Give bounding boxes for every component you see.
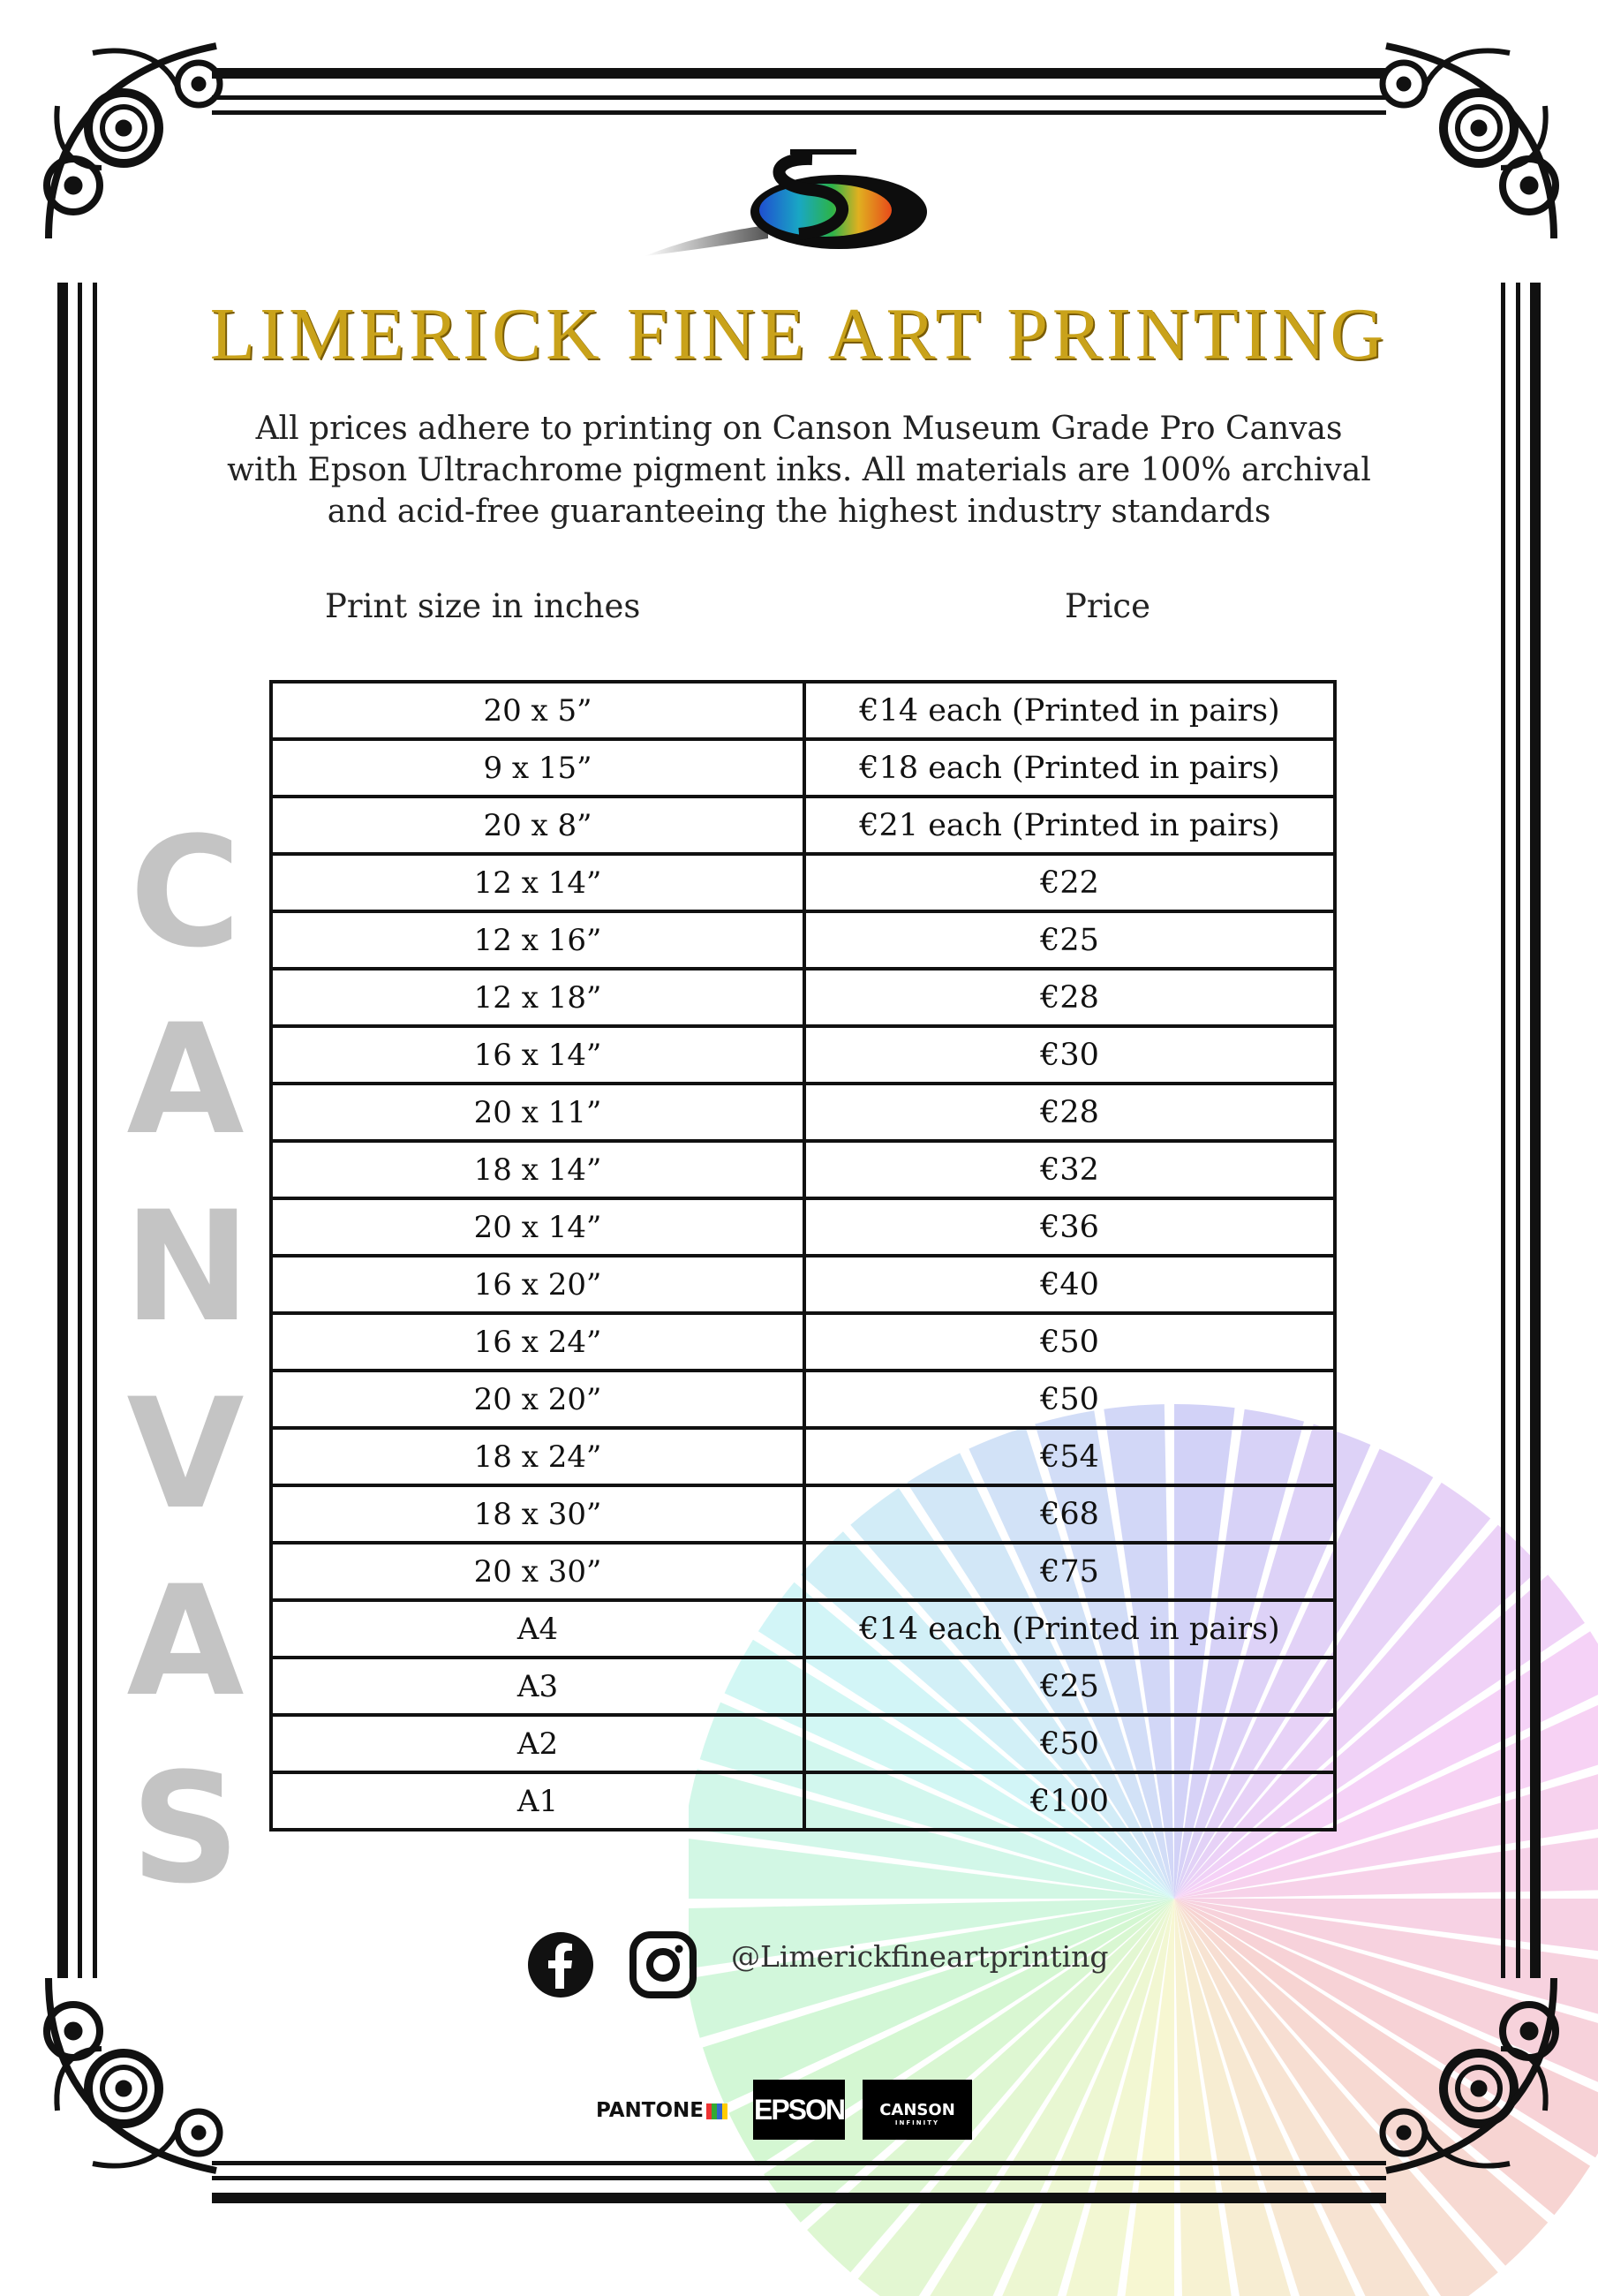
price-cell: €14 each (Printed in pairs) — [804, 1600, 1335, 1658]
intro-line: All prices adhere to printing on Canson Museum Grade Pro Canvas — [255, 411, 1343, 447]
price-cell: €22 — [804, 854, 1335, 911]
side-word-letter: N — [124, 1178, 251, 1356]
price-cell: €30 — [804, 1026, 1335, 1084]
table-row — [271, 1084, 1335, 1141]
price-cell: €100 — [804, 1772, 1335, 1830]
print-size-cell: 12 x 18” — [271, 969, 804, 1026]
intro-line: and acid-free guaranteeing the highest industry standards — [327, 494, 1271, 530]
print-size-cell: 16 x 20” — [271, 1256, 804, 1313]
intro-text — [212, 408, 1386, 532]
price-cell: €54 — [804, 1428, 1335, 1485]
price-cell: €25 — [804, 911, 1335, 969]
print-size-cell: 18 x 24” — [271, 1428, 804, 1485]
instagram-icon[interactable] — [629, 1930, 697, 1999]
ornament-top-right-icon — [1360, 35, 1563, 238]
ornament-top-left-icon — [40, 35, 243, 238]
price-cell: €25 — [804, 1658, 1335, 1715]
table-row — [271, 682, 1335, 739]
print-size-cell: 18 x 30” — [271, 1485, 804, 1543]
canson-logo — [863, 2080, 972, 2140]
price-table — [269, 680, 1337, 1832]
page-title: LIMERICK FINE ART PRINTING — [209, 293, 1389, 375]
side-word-letter: S — [131, 1740, 240, 1917]
ornament-bottom-left-icon — [40, 1978, 243, 2181]
price-cell: €50 — [804, 1715, 1335, 1772]
side-word-canvas — [124, 799, 251, 1922]
print-size-cell: 12 x 16” — [271, 911, 804, 969]
table-row — [271, 1198, 1335, 1256]
table-row — [271, 1026, 1335, 1084]
column-header-size: Print size in inches — [325, 587, 641, 625]
table-row — [271, 739, 1335, 797]
price-cell: €14 each (Printed in pairs) — [804, 682, 1335, 739]
pantone-logo — [596, 2099, 727, 2122]
table-row — [271, 969, 1335, 1026]
price-cell: €50 — [804, 1313, 1335, 1371]
print-size-cell: 20 x 5” — [271, 682, 804, 739]
side-word-letter: V — [126, 1365, 245, 1543]
price-cell: €50 — [804, 1371, 1335, 1428]
print-size-cell: 20 x 14” — [271, 1198, 804, 1256]
price-cell: €68 — [804, 1485, 1335, 1543]
price-cell: €75 — [804, 1543, 1335, 1600]
price-cell: €18 each (Printed in pairs) — [804, 739, 1335, 797]
side-word-letter: A — [126, 991, 245, 1168]
price-cell: €36 — [804, 1198, 1335, 1256]
social-handle[interactable]: @Limerickfineartprinting — [731, 1939, 1109, 1974]
price-cell: €32 — [804, 1141, 1335, 1198]
table-row — [271, 1371, 1335, 1428]
print-size-cell: A4 — [271, 1600, 804, 1658]
table-row — [271, 1485, 1335, 1543]
print-size-cell: 18 x 14” — [271, 1141, 804, 1198]
print-size-cell: 20 x 8” — [271, 797, 804, 854]
intro-line: with Epson Ultrachrome pigment inks. All materials are 100% archival — [227, 452, 1371, 488]
table-row — [271, 1543, 1335, 1600]
epson-logo: EPSON — [753, 2080, 845, 2140]
table-row — [271, 1715, 1335, 1772]
table-row — [271, 1141, 1335, 1198]
table-row — [271, 1428, 1335, 1485]
table-row — [271, 1658, 1335, 1715]
price-cell: €28 — [804, 969, 1335, 1026]
brand-logo-icon — [636, 141, 936, 274]
table-row — [271, 854, 1335, 911]
table-row — [271, 797, 1335, 854]
print-size-cell: 9 x 15” — [271, 739, 804, 797]
table-row — [271, 911, 1335, 969]
column-header-price: Price — [1065, 587, 1151, 625]
pantone-swatch-icon — [706, 2103, 727, 2119]
pantone-logo-text: PANTONE — [596, 2099, 704, 2122]
table-row — [271, 1313, 1335, 1371]
print-size-cell: A2 — [271, 1715, 804, 1772]
print-size-cell: 16 x 14” — [271, 1026, 804, 1084]
side-word-letter: A — [126, 1552, 245, 1730]
print-size-cell: A1 — [271, 1772, 804, 1830]
ornament-bottom-right-icon — [1360, 1978, 1563, 2181]
canson-logo-subtext: INFINITY — [894, 2119, 940, 2126]
canson-logo-text: CANSON — [879, 2101, 955, 2119]
side-word-letter: C — [129, 804, 242, 981]
price-cell: €40 — [804, 1256, 1335, 1313]
price-cell: €28 — [804, 1084, 1335, 1141]
print-size-cell: 12 x 14” — [271, 854, 804, 911]
print-size-cell: 20 x 30” — [271, 1543, 804, 1600]
print-size-cell: 20 x 11” — [271, 1084, 804, 1141]
facebook-icon[interactable] — [526, 1930, 595, 1999]
price-cell: €21 each (Printed in pairs) — [804, 797, 1335, 854]
print-size-cell: 16 x 24” — [271, 1313, 804, 1371]
print-size-cell: A3 — [271, 1658, 804, 1715]
table-row — [271, 1772, 1335, 1830]
table-row — [271, 1256, 1335, 1313]
print-size-cell: 20 x 20” — [271, 1371, 804, 1428]
table-row — [271, 1600, 1335, 1658]
